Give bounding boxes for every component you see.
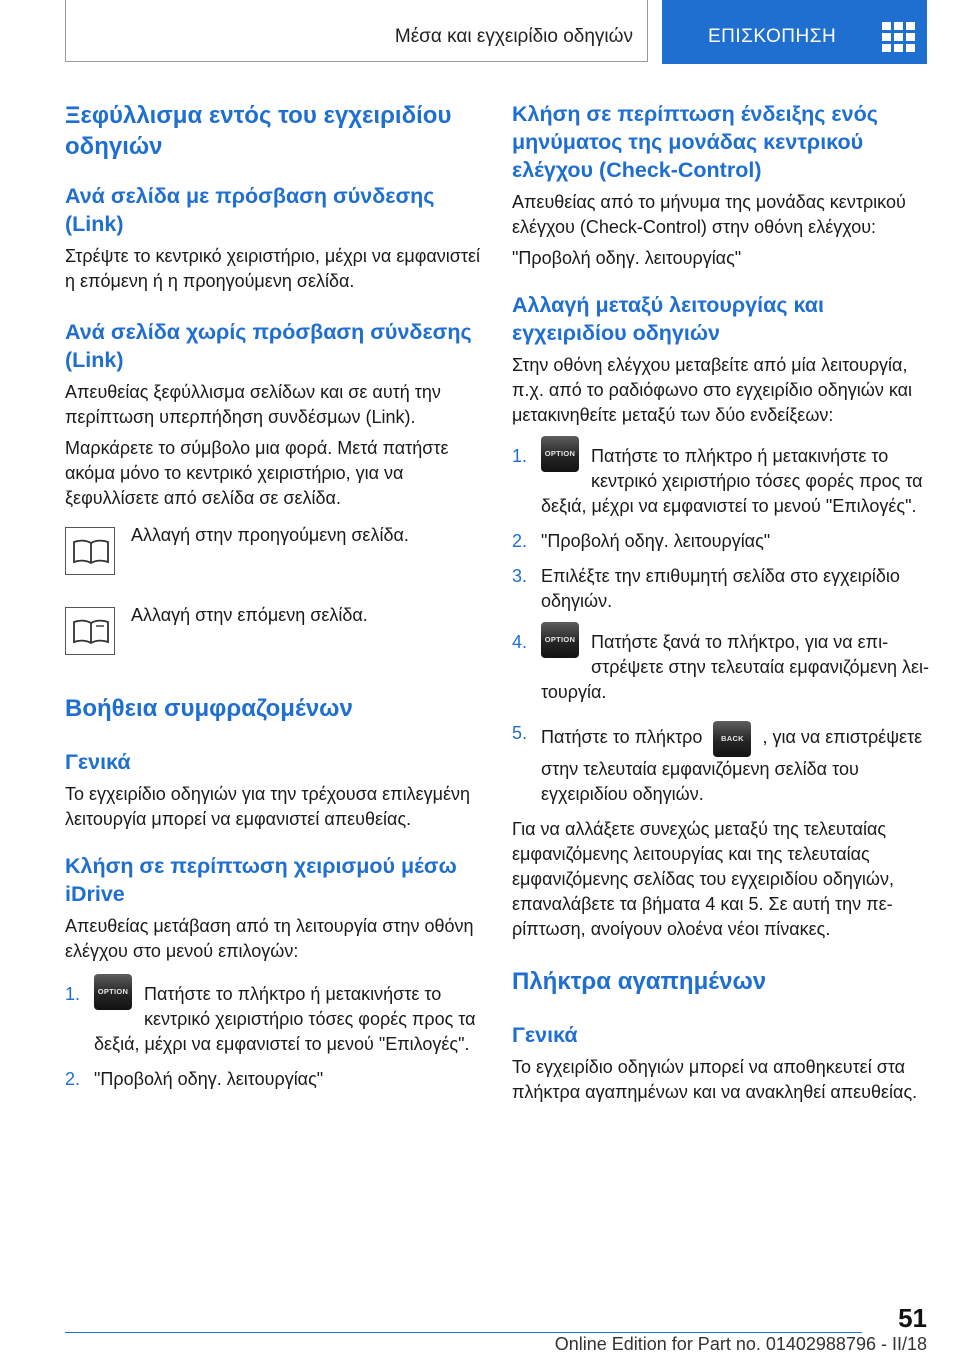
list-item	[512, 529, 932, 554]
list-item	[512, 721, 932, 807]
option-button-icon: OPTION	[94, 974, 132, 1010]
book-next-page-icon[interactable]	[65, 607, 115, 655]
heading-page-with-link: Ανά σελίδα με πρόσβαση σύνδεσης (Link)	[65, 184, 435, 236]
right-column	[512, 100, 932, 1105]
footer-edition: Online Edition for Part no. 01402988796 - II/18	[554, 1334, 927, 1354]
step-number: 5.	[512, 723, 528, 743]
list-item	[65, 982, 485, 1057]
list-item	[512, 444, 932, 519]
page-header	[65, 0, 927, 64]
heading-favorites-general: Γενικά	[512, 1023, 578, 1047]
step-text: "Προβολή οδηγ. λειτουργίας"	[94, 1069, 324, 1089]
paragraph-check-control: Απευθείας από το μήνυμα της μονάδας κεντρικού ελέγχου (Check-Control) στην οθόνη ελέγχου:	[512, 192, 906, 237]
left-column	[65, 100, 485, 1092]
step-text-before: Πατήστε το πλήκτρο	[541, 727, 703, 747]
paragraph-no-link-1: Απευθείας ξεφύλλισμα σελίδων και σε αυτή την περίπτωση υπερπήδηση συνδέσμων (Link).	[65, 382, 441, 427]
list-item	[65, 1067, 485, 1092]
step-number: 2.	[65, 1069, 81, 1089]
step-number: 1.	[512, 446, 528, 466]
step-number: 1.	[65, 984, 81, 1004]
step-text: Πατήστε το πλήκτρο ή μετακινήστε το κεντρικό χειριστήριο τόσες φορές προς τα δεξιά, μέχρι να εμφανιστεί το μενού "Επιλογές".	[541, 446, 923, 516]
heading-flip-manual: Ξεφύλλισμα εντός του εγχειριδίου οδηγιών	[65, 102, 452, 160]
next-page-text: Αλλαγή στην επόμενη σελίδα.	[131, 605, 368, 625]
list-item	[512, 564, 932, 614]
switch-steps-list	[512, 444, 932, 807]
heading-check-control: Κλήση σε περίπτωση ένδειξης ενός μηνύματος της μονάδας κεντρικού ελέγχου (Check-Control)	[512, 102, 878, 182]
paragraph-check-view: "Προβολή οδηγ. λειτουργίας"	[512, 248, 742, 268]
step-text: Επιλέξτε την επιθυμητή σελίδα στο εγχειρίδιο οδηγιών.	[541, 566, 900, 611]
step-text: "Προβολή οδηγ. λειτουργίας"	[541, 531, 771, 551]
list-item	[512, 630, 932, 705]
step-number: 4.	[512, 632, 528, 652]
footer-divider	[65, 1332, 862, 1333]
idrive-steps-list	[65, 982, 485, 1092]
overview-nav-tab[interactable]	[662, 0, 927, 64]
header-section-box	[65, 0, 648, 62]
step-text-after: , για να επιστρέψετε στην τελευταία εμφανιζόμενη σελίδα του εγχειριδίου οδηγιών.	[541, 727, 923, 804]
grid-icon	[882, 22, 916, 52]
heading-general: Γενικά	[65, 750, 131, 774]
paragraph-idrive: Απευθείας μετάβαση από τη λειτουργία στην οθόνη ελέγχου στο μενού επιλογών:	[65, 916, 474, 961]
paragraph-switch: Στην οθόνη ελέγχου μεταβείτε από μία λειτουργία, π.χ. από το ραδιόφωνο στο εγχειρίδιο οδηγιών και μετακινηθείτε μεταξύ των δύο ενδείξεων:	[512, 355, 913, 425]
paragraph-favorites: Το εγχειρίδιο οδηγιών μπορεί να αποθηκευτεί στα πλήκτρα αγαπημένων και να ανακληθεί απευθείας.	[512, 1057, 918, 1102]
heading-favorites: Πλήκτρα αγαπημένων	[512, 968, 767, 995]
step-number: 2.	[512, 531, 528, 551]
heading-context-help: Βοήθεια συμφραζομένων	[65, 695, 353, 722]
book-prev-page-icon[interactable]	[65, 527, 115, 575]
overview-nav-label: ΕΠΙΣΚΟΠΗΣΗ	[708, 26, 837, 47]
heading-switch: Αλλαγή μεταξύ λειτουργίας και εγχειριδίου οδηγιών	[512, 293, 824, 345]
next-page-row	[65, 603, 485, 663]
paragraph-page-with-link: Στρέψτε το κεντρικό χειριστήριο, μέχρι να εμφανιστεί η επόμενη ή η προηγούμενη σελίδα.	[65, 246, 481, 291]
paragraph-general: Το εγχειρίδιο οδηγιών για την τρέχουσα επιλεγμένη λειτουργία μπορεί να εμφανιστεί απευθείας.	[65, 784, 470, 829]
section-title: Μέσα και εγχειρίδιο οδηγιών	[394, 26, 633, 47]
prev-page-text: Αλλαγή στην προηγούμενη σελίδα.	[131, 525, 409, 545]
option-button-icon: OPTION	[541, 436, 579, 472]
paragraph-no-link-2: Μαρκάρετε το σύμβολο μια φορά. Μετά πατήστε ακόμα μόνο το κεντρικό χειριστήριο, για να ξεφυλλίσετε από σελίδα σε σελίδα.	[65, 438, 449, 508]
option-button-icon: OPTION	[541, 622, 579, 658]
prev-page-row	[65, 523, 485, 583]
step-text: Πατήστε το πλήκτρο ή μετακινήστε το κεντρικό χειριστήριο τόσες φορές προς τα δεξιά, μέχρι να εμφανιστεί το μενού "Επιλογές".	[94, 984, 476, 1054]
paragraph-repeat: Για να αλλάξετε συνεχώς μεταξύ της τελευταίας εμφανιζόμενης λειτουργίας και της τελευταίας εμφανιζόμενης σελίδας του εγχειριδίου οδηγιών, επαναλάβετε τα βήματα 4 και 5. Σε αυτή την περίπτωση, ανοίγουν ολοένα νέοι πίνακες.	[512, 819, 894, 939]
heading-page-without-link: Ανά σελίδα χωρίς πρόσβαση σύνδεσης (Link)	[65, 320, 472, 372]
page-number: 51	[898, 1303, 927, 1333]
back-button-icon: BACK	[713, 721, 751, 757]
heading-idrive: Κλήση σε περίπτωση χειρισμού μέσω iDrive	[65, 854, 457, 906]
step-text: Πατήστε ξανά το πλήκτρο, για να επιστρέψετε στην τελευταία εμφανιζόμενη λειτουργία.	[541, 632, 930, 702]
step-number: 3.	[512, 566, 528, 586]
